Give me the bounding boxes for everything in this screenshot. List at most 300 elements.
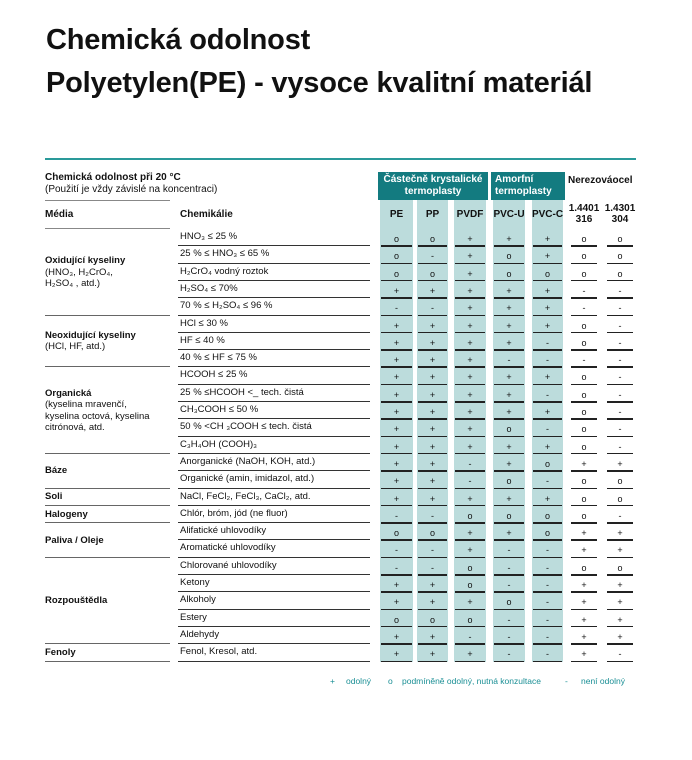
media-note: (HCl, HF, atd.) bbox=[45, 341, 106, 353]
row-line bbox=[178, 280, 370, 281]
rating-cell: + bbox=[581, 631, 587, 642]
cell-line bbox=[455, 505, 485, 507]
cell-line bbox=[455, 661, 485, 663]
media-group bbox=[45, 367, 170, 454]
rating-cell: o bbox=[429, 614, 435, 625]
rating-cell: + bbox=[393, 320, 400, 331]
rating-cell: + bbox=[506, 303, 512, 314]
rating-cell: + bbox=[544, 303, 551, 314]
cell-line bbox=[533, 436, 562, 438]
cell-line bbox=[418, 643, 447, 645]
chemical-name: H₂SO₄ ≤ 70% bbox=[180, 282, 238, 294]
cell-line bbox=[571, 557, 597, 559]
rating-cell: + bbox=[506, 407, 512, 417]
cell-line bbox=[494, 522, 524, 524]
cell-line bbox=[533, 401, 562, 403]
rating-cell: o bbox=[429, 528, 435, 539]
cell-line bbox=[455, 609, 485, 611]
cell-line bbox=[381, 661, 412, 663]
rating-cell: + bbox=[617, 528, 623, 539]
row-line bbox=[178, 522, 370, 523]
cell-line bbox=[494, 643, 524, 645]
rating-cell: + bbox=[617, 597, 623, 608]
rating-cell: + bbox=[429, 337, 436, 348]
rating-cell: o bbox=[581, 337, 587, 348]
rating-cell: + bbox=[429, 372, 436, 383]
chemical-name: Ketony bbox=[180, 577, 210, 588]
cell-line bbox=[607, 332, 633, 334]
cell-line bbox=[455, 332, 485, 334]
cell-line bbox=[533, 522, 562, 524]
chemical-name: HF ≤ 40 % bbox=[180, 334, 225, 346]
row-line bbox=[178, 557, 370, 558]
rating-cell: + bbox=[429, 285, 436, 296]
rating-cell: - bbox=[507, 562, 511, 573]
rating-cell: + bbox=[429, 476, 436, 487]
rating-cell: o bbox=[617, 476, 623, 487]
rating-cell: o bbox=[617, 234, 623, 244]
cell-line bbox=[418, 315, 447, 317]
rating-cell: - bbox=[618, 649, 622, 660]
row-line bbox=[178, 453, 370, 454]
rating-cell: o bbox=[544, 528, 550, 539]
cell-line bbox=[381, 315, 412, 317]
chemical-name: H₂CrO₄ vodný roztok bbox=[180, 265, 269, 277]
rating-cell: o bbox=[617, 268, 623, 279]
row-line bbox=[178, 470, 370, 471]
cell-line bbox=[494, 436, 524, 438]
cell-line bbox=[418, 488, 447, 490]
rating-cell: - bbox=[431, 562, 434, 573]
cell-line bbox=[418, 332, 447, 334]
cell-line bbox=[418, 297, 447, 299]
rating-cell: + bbox=[506, 389, 512, 400]
cell-line bbox=[571, 522, 597, 524]
rating-cell: o bbox=[581, 476, 587, 487]
column-header: 1.4301 304 bbox=[604, 203, 636, 225]
row-line bbox=[178, 574, 370, 575]
rating-cell: + bbox=[467, 372, 473, 383]
media-header: Média bbox=[45, 209, 74, 220]
column-header: PVC-U bbox=[493, 209, 525, 220]
cell-line bbox=[494, 280, 524, 282]
cell-line bbox=[494, 366, 524, 368]
cell-line bbox=[533, 384, 562, 386]
chem-header: Chemikálie bbox=[180, 209, 233, 220]
rating-cell: + bbox=[617, 580, 623, 590]
rating-cell: + bbox=[393, 631, 400, 642]
cell-line bbox=[455, 401, 485, 403]
rating-cell: + bbox=[393, 597, 400, 608]
legend-symbol: - bbox=[565, 676, 568, 686]
rating-cell: + bbox=[467, 337, 473, 348]
rating-cell: + bbox=[581, 528, 587, 539]
column-header: PVDF bbox=[456, 209, 484, 220]
rating-cell: - bbox=[395, 510, 398, 521]
rating-cell: + bbox=[467, 597, 473, 608]
rating-cell: + bbox=[467, 320, 473, 331]
cell-line bbox=[418, 505, 447, 507]
cell-line bbox=[494, 591, 524, 593]
rating-cell: o bbox=[581, 251, 587, 262]
rating-cell: - bbox=[546, 355, 549, 366]
cell-line bbox=[607, 263, 633, 265]
cell-line bbox=[607, 488, 633, 490]
cell-line bbox=[607, 539, 633, 541]
media-group bbox=[45, 454, 170, 489]
legend-text: odolný bbox=[346, 676, 372, 686]
rating-cell: o bbox=[393, 268, 399, 279]
chemical-name: C₃H₄OH (COOH)₃ bbox=[180, 438, 258, 450]
cell-line bbox=[571, 539, 597, 541]
media-group bbox=[45, 523, 170, 558]
rating-cell: - bbox=[618, 441, 622, 452]
column-header: PVC-C bbox=[531, 209, 564, 220]
row-line bbox=[178, 505, 370, 506]
rating-cell: o bbox=[506, 268, 512, 279]
rating-cell: + bbox=[429, 441, 436, 452]
rating-cell: + bbox=[393, 424, 400, 435]
media-group bbox=[45, 229, 170, 316]
cell-line bbox=[571, 366, 597, 368]
cell-line bbox=[571, 332, 597, 334]
chemical-name: Aldehydy bbox=[180, 628, 220, 640]
cell-line bbox=[455, 245, 485, 247]
media-name: Halogeny bbox=[45, 508, 88, 520]
cell-line bbox=[571, 591, 597, 593]
rating-cell: o bbox=[429, 268, 435, 279]
rating-cell: - bbox=[546, 562, 549, 573]
rating-cell: + bbox=[467, 528, 473, 539]
rating-cell: - bbox=[618, 407, 622, 417]
rating-cell: o bbox=[393, 614, 399, 625]
chemical-name: 50 % <CH ₃COOH ≤ tech. čistá bbox=[180, 421, 312, 433]
rating-cell: + bbox=[429, 458, 436, 469]
chemical-name: Anorganické (NaOH, KOH, atd.) bbox=[180, 455, 316, 467]
cell-line bbox=[455, 488, 485, 490]
media-group bbox=[45, 506, 170, 523]
cell-line bbox=[533, 609, 562, 611]
cell-line bbox=[571, 384, 597, 386]
chemical-name: HCOOH ≤ 25 % bbox=[180, 369, 248, 381]
cell-line bbox=[455, 263, 485, 265]
cell-line bbox=[381, 626, 412, 628]
cell-line bbox=[533, 297, 562, 299]
group-header-crystalline: Částečně krystalické termoplasty bbox=[378, 172, 488, 200]
cell-line bbox=[571, 488, 597, 490]
rating-cell: + bbox=[506, 441, 512, 452]
cell-line bbox=[455, 280, 485, 282]
cell-line bbox=[533, 488, 562, 490]
rating-cell: + bbox=[467, 303, 473, 314]
cell-line bbox=[381, 574, 412, 576]
rating-cell: + bbox=[544, 493, 551, 504]
cell-line bbox=[533, 366, 562, 368]
rating-cell: - bbox=[582, 303, 586, 314]
cell-line bbox=[455, 349, 485, 351]
row-line bbox=[178, 349, 370, 350]
rating-cell: - bbox=[507, 631, 511, 642]
cell-line bbox=[533, 505, 562, 507]
cell-line bbox=[533, 626, 562, 628]
cell-line bbox=[418, 574, 447, 576]
media-name: Oxidující kyseliny bbox=[45, 255, 126, 266]
rating-cell: + bbox=[506, 285, 512, 296]
rating-cell: o bbox=[544, 458, 550, 469]
cell-line bbox=[533, 591, 562, 593]
cell-line bbox=[455, 384, 485, 386]
cell-line bbox=[571, 297, 597, 299]
rating-cell: + bbox=[544, 372, 551, 383]
rating-cell: - bbox=[546, 424, 549, 435]
cell-line bbox=[571, 280, 597, 282]
group-header-amorphous: Amorfní termoplasty bbox=[491, 172, 565, 200]
cell-line bbox=[418, 366, 447, 368]
row-line bbox=[178, 488, 370, 489]
cell-line bbox=[607, 505, 633, 507]
cell-line bbox=[418, 349, 447, 351]
cell-line bbox=[494, 539, 524, 541]
cell-line bbox=[533, 332, 562, 334]
cell-line bbox=[455, 297, 485, 299]
rating-cell: + bbox=[617, 458, 623, 469]
row-line bbox=[178, 539, 370, 540]
cell-line bbox=[607, 366, 633, 368]
table-heading bbox=[45, 172, 217, 196]
cell-line bbox=[455, 315, 485, 317]
cell-line bbox=[418, 453, 447, 455]
row-line bbox=[178, 418, 370, 419]
cell-line bbox=[381, 436, 412, 438]
rating-cell: o bbox=[467, 562, 473, 573]
cell-line bbox=[381, 453, 412, 455]
rating-cell: - bbox=[468, 631, 472, 642]
media-name: Paliva / Oleje bbox=[45, 534, 104, 546]
rating-cell: + bbox=[544, 320, 551, 331]
rating-cell: + bbox=[581, 614, 587, 625]
cell-line bbox=[418, 401, 447, 403]
rating-cell: - bbox=[546, 337, 549, 348]
cell-line bbox=[533, 539, 562, 541]
rating-cell: - bbox=[395, 303, 398, 314]
rating-cell: + bbox=[467, 649, 473, 660]
cell-line bbox=[607, 349, 633, 351]
rating-cell: - bbox=[618, 320, 622, 331]
cell-line bbox=[494, 263, 524, 265]
row-line bbox=[178, 626, 370, 627]
cell-line bbox=[494, 315, 524, 317]
rating-cell: + bbox=[429, 631, 436, 642]
rating-cell: o bbox=[581, 407, 587, 417]
cell-line bbox=[418, 280, 447, 282]
rating-cell: + bbox=[467, 389, 473, 400]
rating-cell: - bbox=[468, 476, 472, 487]
cell-line bbox=[607, 280, 633, 282]
rating-cell: + bbox=[393, 337, 400, 348]
cell-line bbox=[494, 245, 524, 247]
rating-cell: - bbox=[507, 580, 511, 590]
rating-cell: - bbox=[431, 303, 434, 314]
rating-cell: - bbox=[507, 649, 511, 660]
rating-cell: + bbox=[429, 649, 436, 660]
cell-line bbox=[381, 522, 412, 524]
cell-line bbox=[571, 453, 597, 455]
row-line bbox=[178, 591, 370, 592]
rating-cell: o bbox=[581, 234, 587, 244]
cell-line bbox=[494, 453, 524, 455]
cell-line bbox=[455, 591, 485, 593]
cell-line bbox=[381, 557, 412, 559]
rating-cell: o bbox=[544, 510, 550, 521]
group-line bbox=[45, 661, 170, 662]
chemical-name: NaCl, FeCl₂, FeCl₃, CaCl₂, atd. bbox=[180, 490, 311, 502]
cell-line bbox=[381, 609, 412, 611]
rating-cell: o bbox=[429, 234, 435, 244]
rating-cell: - bbox=[618, 424, 622, 435]
rating-cell: o bbox=[581, 320, 587, 331]
cell-line bbox=[418, 661, 447, 663]
cell-line bbox=[494, 332, 524, 334]
rating-cell: + bbox=[467, 234, 473, 244]
cell-line bbox=[455, 436, 485, 438]
rating-cell: + bbox=[393, 580, 400, 590]
cell-line bbox=[455, 643, 485, 645]
cell-line bbox=[533, 315, 562, 317]
row-line bbox=[178, 384, 370, 385]
rating-cell: + bbox=[617, 545, 623, 556]
row-line bbox=[178, 263, 370, 264]
media-group bbox=[45, 316, 170, 368]
cell-line bbox=[571, 401, 597, 403]
row-line bbox=[178, 609, 370, 610]
rating-cell: - bbox=[618, 355, 622, 366]
cell-line bbox=[533, 643, 562, 645]
cell-line bbox=[607, 315, 633, 317]
cell-line bbox=[571, 643, 597, 645]
cell-line bbox=[381, 245, 412, 247]
rating-cell: + bbox=[506, 234, 512, 244]
rating-cell: + bbox=[617, 614, 623, 625]
cell-line bbox=[494, 384, 524, 386]
cell-line bbox=[571, 470, 597, 472]
rating-cell: - bbox=[431, 510, 434, 521]
column-header: 1.4401 316 bbox=[568, 203, 600, 225]
rating-cell: + bbox=[429, 580, 436, 590]
rating-cell: + bbox=[544, 407, 551, 417]
rating-cell: - bbox=[618, 372, 622, 383]
cell-line bbox=[607, 661, 633, 663]
rating-cell: - bbox=[546, 389, 549, 400]
rating-cell: - bbox=[468, 458, 472, 469]
cell-line bbox=[571, 574, 597, 576]
cell-line bbox=[533, 245, 562, 247]
row-line bbox=[178, 436, 370, 437]
chemical-name: CH₃COOH ≤ 50 % bbox=[180, 404, 259, 415]
cell-line bbox=[571, 626, 597, 628]
chemical-name: Fenol, Kresol, atd. bbox=[180, 646, 258, 658]
cell-line bbox=[607, 418, 633, 420]
cell-line bbox=[381, 349, 412, 351]
cell-line bbox=[494, 297, 524, 299]
rating-cell: o bbox=[506, 251, 512, 262]
chemical-name: 40 % ≤ HF ≤ 75 % bbox=[180, 352, 257, 364]
cell-line bbox=[455, 557, 485, 559]
cell-line bbox=[455, 418, 485, 420]
rating-cell: + bbox=[467, 493, 473, 504]
cell-line bbox=[607, 245, 633, 247]
cell-line bbox=[455, 453, 485, 455]
media-note: (kyselina mravenčí, kyselina octová, kyselina citrónová, atd. bbox=[45, 399, 150, 434]
rating-cell: + bbox=[617, 631, 623, 642]
rating-cell: - bbox=[395, 562, 398, 573]
cell-line bbox=[494, 609, 524, 611]
media-group bbox=[45, 558, 170, 645]
chemical-name: 25 % ≤ HNO₃ ≤ 65 % bbox=[180, 248, 270, 260]
rating-cell: + bbox=[467, 545, 473, 556]
cell-line bbox=[455, 574, 485, 576]
row-line bbox=[178, 315, 370, 316]
rating-cell: + bbox=[467, 268, 473, 279]
rating-cell: o bbox=[544, 268, 550, 279]
cell-line bbox=[607, 453, 633, 455]
cell-line bbox=[607, 557, 633, 559]
rating-cell: o bbox=[617, 251, 623, 262]
rating-cell: o bbox=[581, 372, 587, 383]
rating-cell: + bbox=[544, 441, 551, 452]
rating-cell: + bbox=[506, 528, 512, 539]
cell-line bbox=[494, 626, 524, 628]
row-line bbox=[178, 297, 370, 298]
rating-cell: + bbox=[506, 372, 512, 383]
cell-line bbox=[418, 245, 447, 247]
cell-line bbox=[494, 505, 524, 507]
cell-line bbox=[418, 609, 447, 611]
cell-line bbox=[533, 349, 562, 351]
chemical-name: 70 % ≤ H₂SO₄ ≤ 96 % bbox=[180, 300, 273, 312]
cell-line bbox=[571, 315, 597, 317]
cell-line bbox=[418, 539, 447, 541]
cell-line bbox=[418, 591, 447, 593]
header-line bbox=[45, 200, 170, 201]
cell-line bbox=[533, 557, 562, 559]
cell-line bbox=[533, 280, 562, 282]
cell-line bbox=[418, 263, 447, 265]
cell-line bbox=[571, 263, 597, 265]
rating-cell: o bbox=[617, 493, 623, 504]
rating-cell: - bbox=[618, 337, 622, 348]
rating-cell: + bbox=[429, 389, 436, 400]
cell-line bbox=[418, 557, 447, 559]
rating-cell: + bbox=[467, 441, 473, 452]
cell-line bbox=[607, 591, 633, 593]
media-name: Fenoly bbox=[45, 647, 76, 659]
rating-cell: o bbox=[617, 562, 623, 573]
cell-line bbox=[381, 488, 412, 490]
media-group bbox=[45, 489, 170, 506]
rating-cell: + bbox=[581, 545, 587, 556]
rating-cell: o bbox=[581, 389, 587, 400]
rating-cell: + bbox=[429, 320, 436, 331]
chemical-name: Organické (amin, imidazol, atd.) bbox=[180, 473, 315, 485]
cell-line bbox=[418, 626, 447, 628]
cell-line bbox=[607, 384, 633, 386]
cell-line bbox=[571, 505, 597, 507]
cell-line bbox=[571, 661, 597, 663]
page-subtitle: Polyetylen(PE) - vysoce kvalitní materiál bbox=[46, 67, 593, 99]
cell-line bbox=[455, 366, 485, 368]
cell-line bbox=[381, 332, 412, 334]
heading: Chemická odolnost při 20 °C bbox=[45, 172, 181, 183]
